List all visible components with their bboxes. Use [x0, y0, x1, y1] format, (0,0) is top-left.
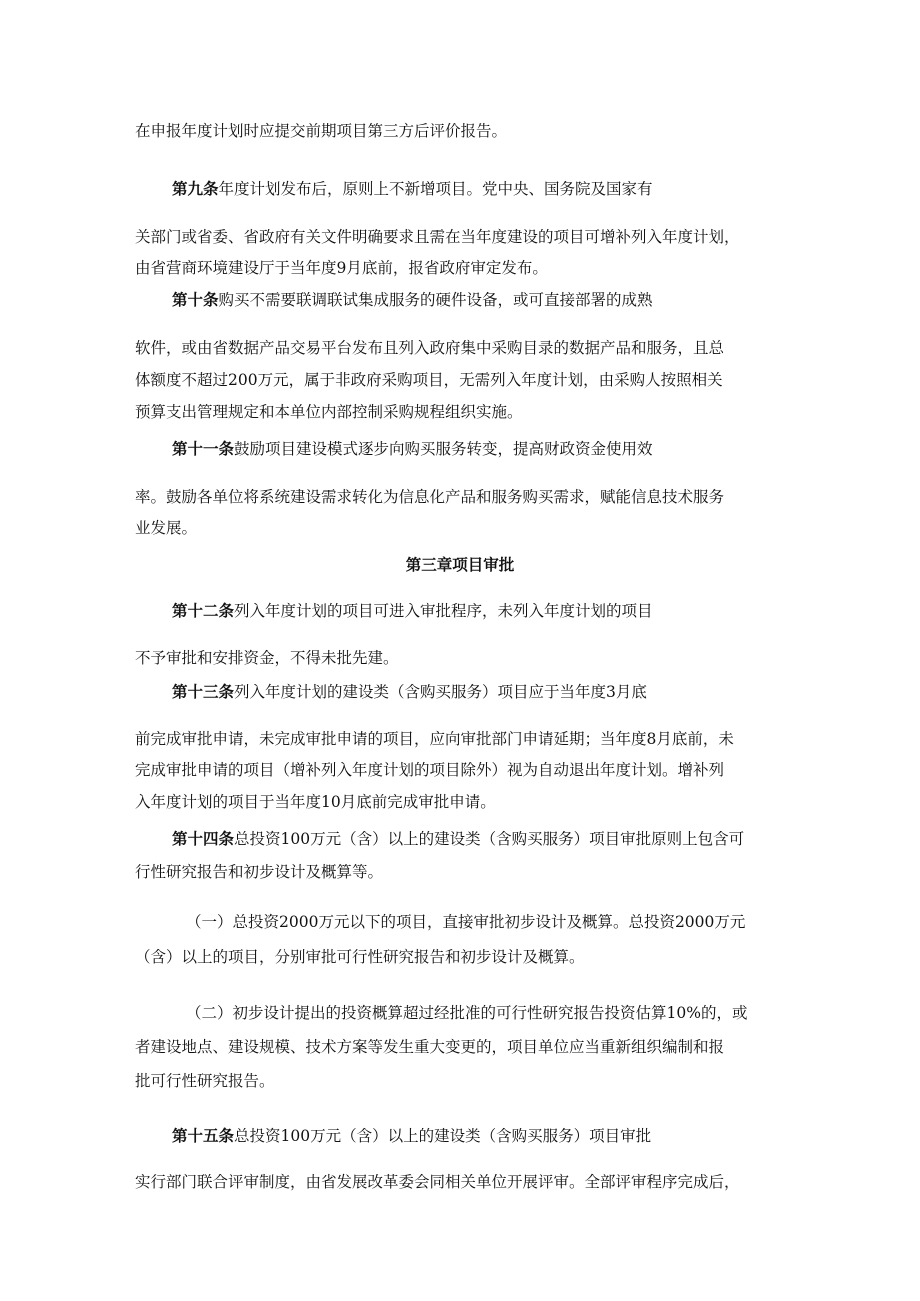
- text-line: 率。鼓励各单位将系统建设需求转化为信息化产品和服务购买需求，赋能信息技术服务: [135, 488, 725, 506]
- text-line: 预算支出管理规定和本单位内部控制采购规程组织实施。: [135, 403, 523, 421]
- article-10-first-line: 第十条购买不需要联调联试集成服务的硬件设备，或可直接部署的成熟: [172, 290, 653, 309]
- text-line: 实行部门联合评审制度，由省发展改革委会同相关单位开展评审。全部评审程序完成后，: [135, 1173, 740, 1191]
- article-14-first-line: 第十四条总投资100万元（含）以上的建设类（含购买服务）项目审批原则上包含可: [172, 829, 745, 848]
- article-15-first-line: 第十五条总投资100万元（含）以上的建设类（含购买服务）项目审批: [172, 1126, 652, 1145]
- article-label: 第十条: [172, 290, 219, 309]
- text-line: 软件，或由省数据产品交易平台发布且列入政府集中采购目录的数据产品和服务，且总: [135, 339, 725, 357]
- list-item-1-first-line: （一）总投资2000万元以下的项目，直接审批初步设计及概算。总投资2000万元: [186, 913, 746, 931]
- article-label: 第十一条: [172, 439, 235, 458]
- list-item-2-first-line: （二）初步设计提出的投资概算超过经批准的可行性研究报告投资估算10%的，或: [186, 1004, 748, 1022]
- article-label: 第九条: [172, 179, 219, 198]
- article-label: 第十二条: [172, 601, 235, 620]
- text-line: 批可行性研究报告。: [135, 1072, 275, 1090]
- chapter-heading: 第三章项目审批: [405, 555, 515, 574]
- article-11-first-line: 第十一条鼓励项目建设模式逐步向购买服务转变，提高财政资金使用效: [172, 439, 653, 458]
- text-line: 不予审批和安排资金，不得未批先建。: [135, 649, 399, 667]
- text-line: 者建设地点、建设规模、技术方案等发生重大变更的，项目单位应当重新组织编制和报: [135, 1038, 725, 1056]
- text-line: 前完成审批申请，未完成审批申请的项目，应向审批部门申请延期；当年度8月底前，未: [135, 730, 734, 748]
- text-line: （含）以上的项目，分别审批可行性研究报告和初步设计及概算。: [135, 948, 585, 966]
- article-label: 第十四条: [172, 829, 235, 848]
- article-12-first-line: 第十二条列入年度计划的项目可进入审批程序，未列入年度计划的项目: [172, 601, 653, 620]
- text-line: 由省营商环境建设厅于当年度9月底前，报省政府审定发布。: [135, 259, 548, 277]
- text-line: 入年度计划的项目于当年度10月底前完成审批申请。: [135, 793, 496, 811]
- article-label: 第十三条: [172, 682, 235, 701]
- text-line: 业发展。: [135, 519, 198, 537]
- article-9-first-line: 第九条年度计划发布后，原则上不新增项目。党中央、国务院及国家有: [172, 179, 653, 198]
- text-line: 关部门或省委、省政府有关文件明确要求且需在当年度建设的项目可增补列入年度计划，: [135, 228, 740, 246]
- text-line: 完成审批申请的项目（增补列入年度计划的项目除外）视为自动退出年度计划。增补列: [135, 761, 725, 779]
- article-13-first-line: 第十三条列入年度计划的建设类（含购买服务）项目应于当年度3月底: [172, 682, 647, 701]
- text-line: 行性研究报告和初步设计及概算等。: [135, 863, 384, 881]
- text-line: 在申报年度计划时应提交前期项目第三方后评价报告。: [135, 122, 508, 140]
- article-label: 第十五条: [172, 1126, 235, 1145]
- text-line: 体额度不超过200万元，属于非政府采购项目，无需列入年度计划，由采购人按照相关: [135, 371, 723, 389]
